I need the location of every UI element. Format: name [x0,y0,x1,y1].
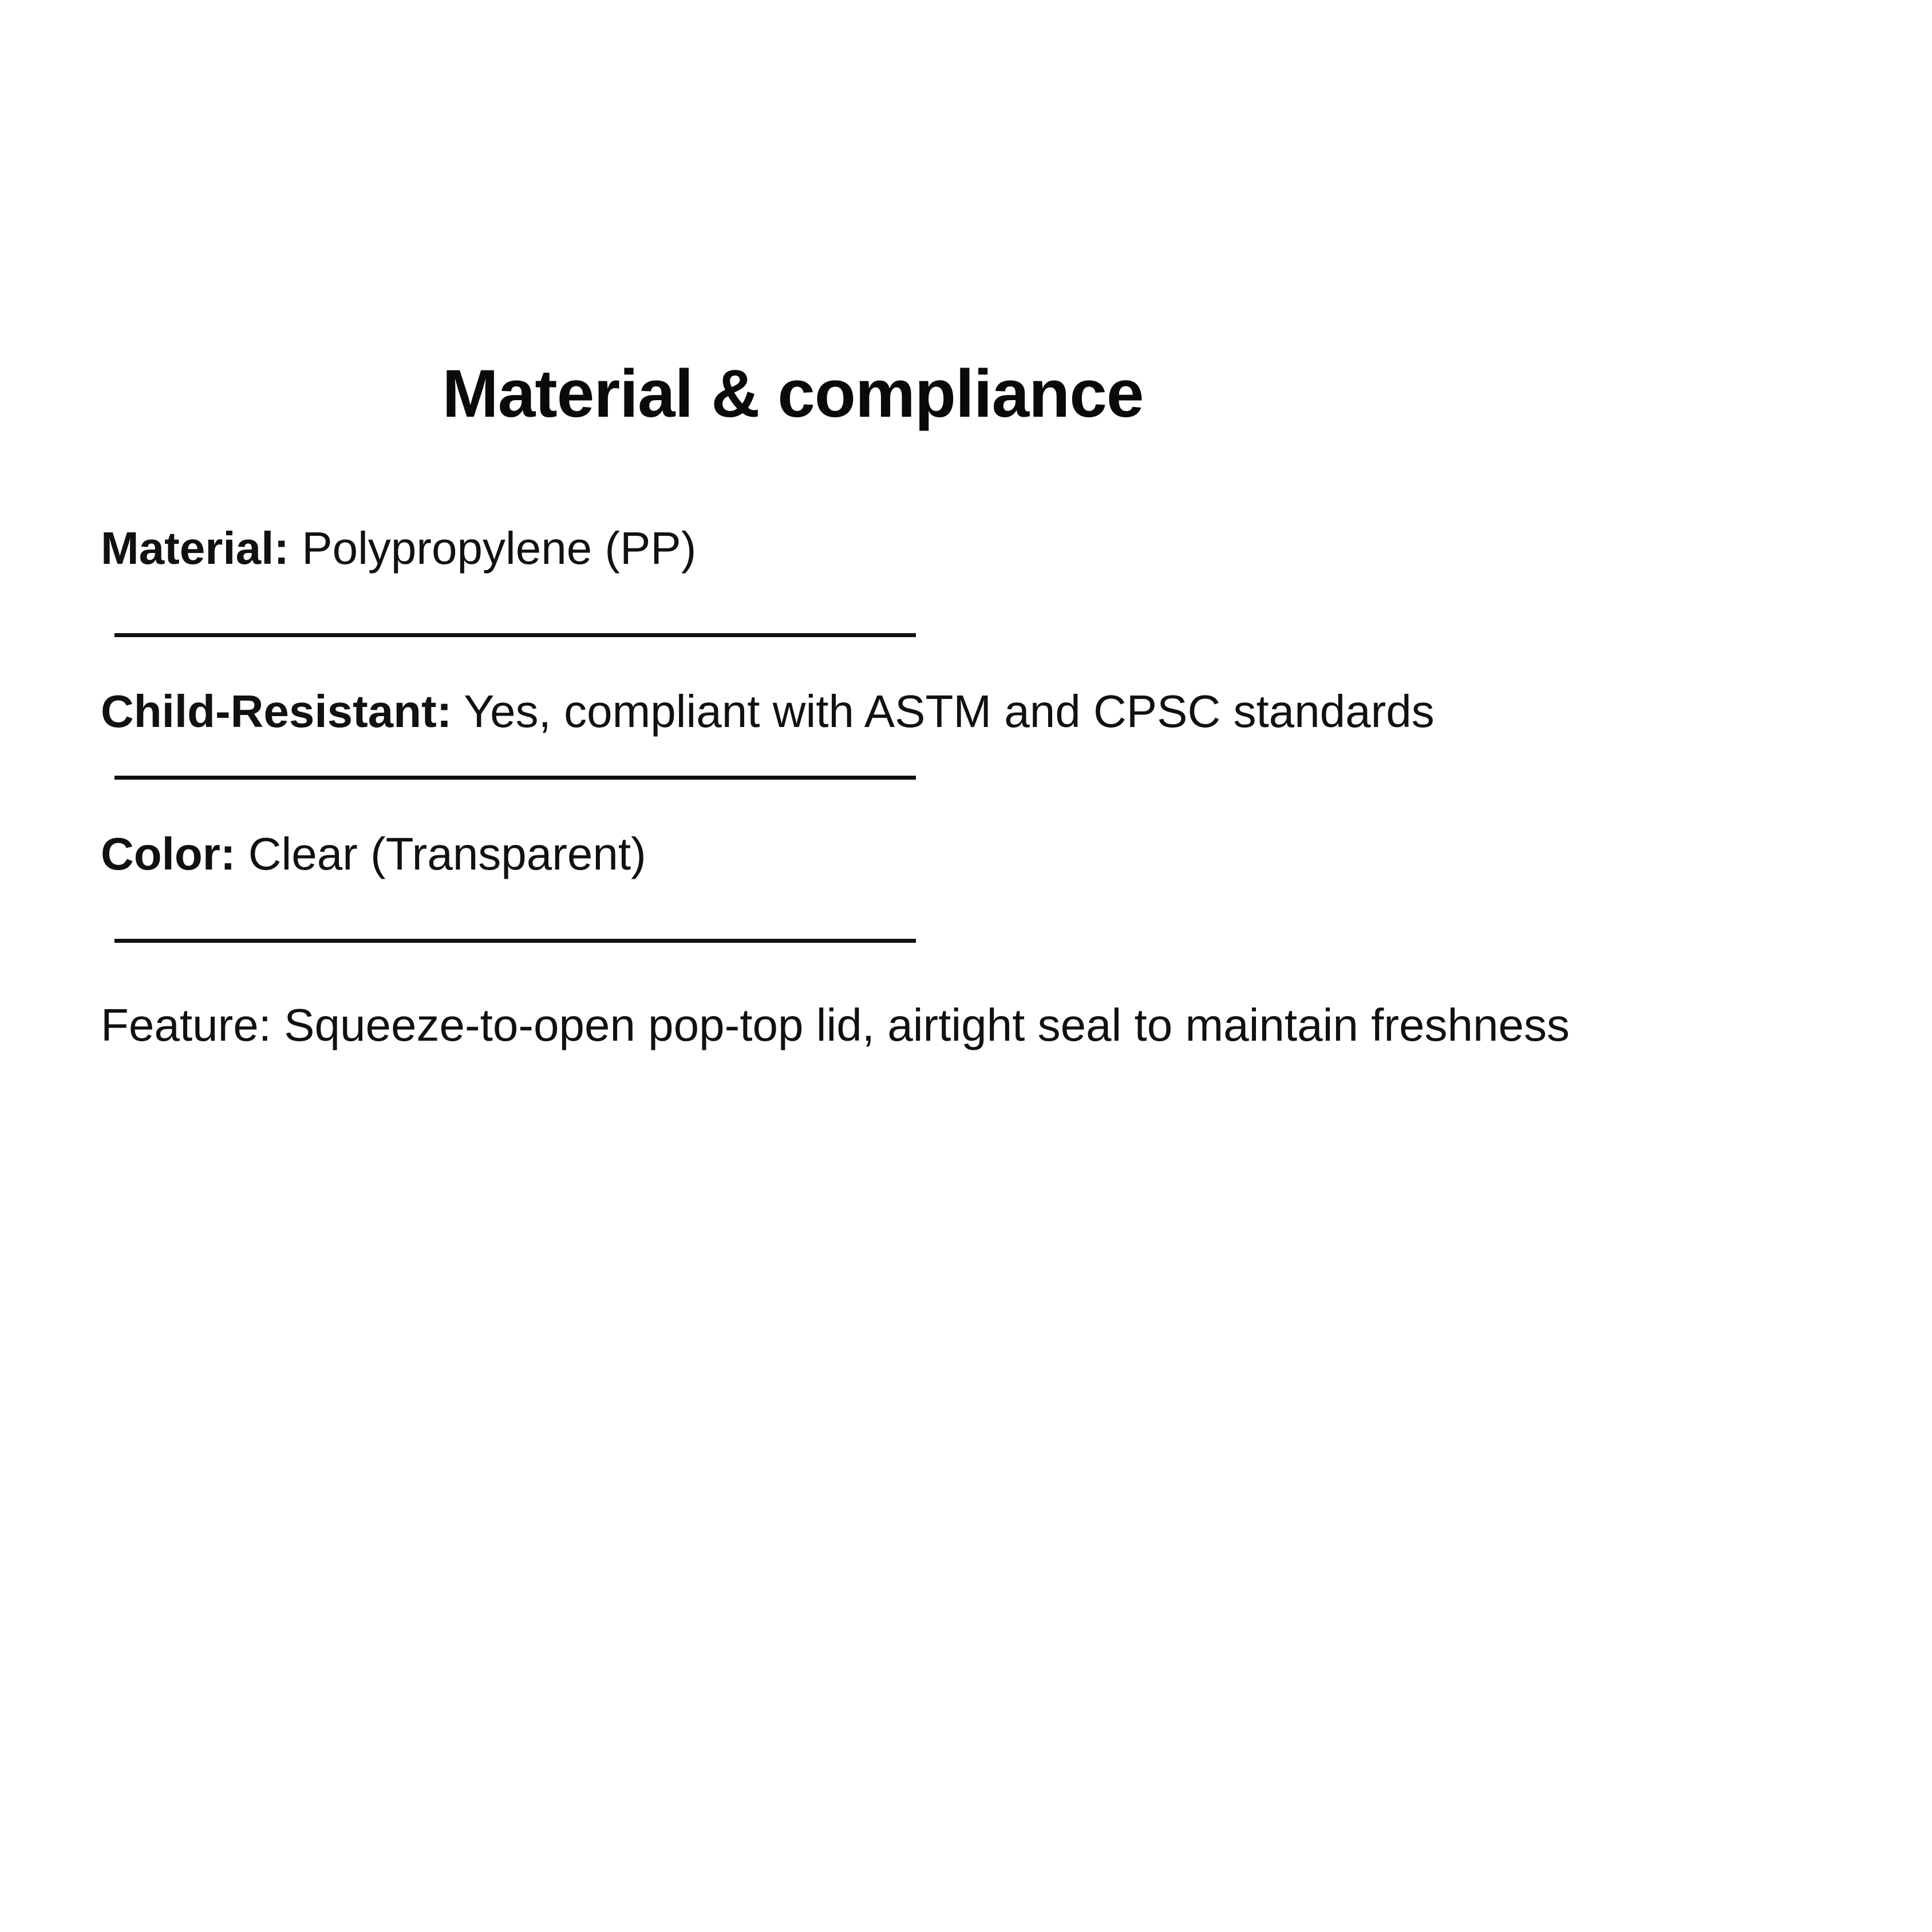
spec-color-label: Color: [101,828,236,879]
spec-row-color [97,824,1757,884]
spec-material-label: Material: [101,523,289,574]
spacer-3 [97,741,1757,776]
spec-material [97,519,1681,578]
divider-2 [114,776,916,780]
divider-1 [114,633,916,637]
spec-color-value: Clear (Transparent) [235,828,646,879]
spacer-4 [97,780,1757,824]
feature-text: Feature: Squeeze-to-open pop-top lid, airtight seal to maintain freshness [101,999,1570,1050]
spec-color [97,824,1681,884]
divider-3 [114,939,916,943]
spec-child-resistant-value: Yes, compliant with ASTM and CPSC standards [452,686,1435,737]
spec-row-child-resistant [97,682,1757,741]
spacer-6 [97,943,1757,995]
spec-child-resistant [97,682,1681,741]
spec-material-value: Polypropylene (PP) [289,523,697,574]
spacer-1 [97,578,1757,633]
page-title: Material & compliance [442,356,1144,432]
spec-row-material [97,519,1757,578]
spacer-5 [97,884,1757,939]
spacer-2 [97,637,1757,682]
material-compliance-section [97,355,1757,1055]
spec-child-resistant-label: Child-Resistant: [101,686,452,737]
